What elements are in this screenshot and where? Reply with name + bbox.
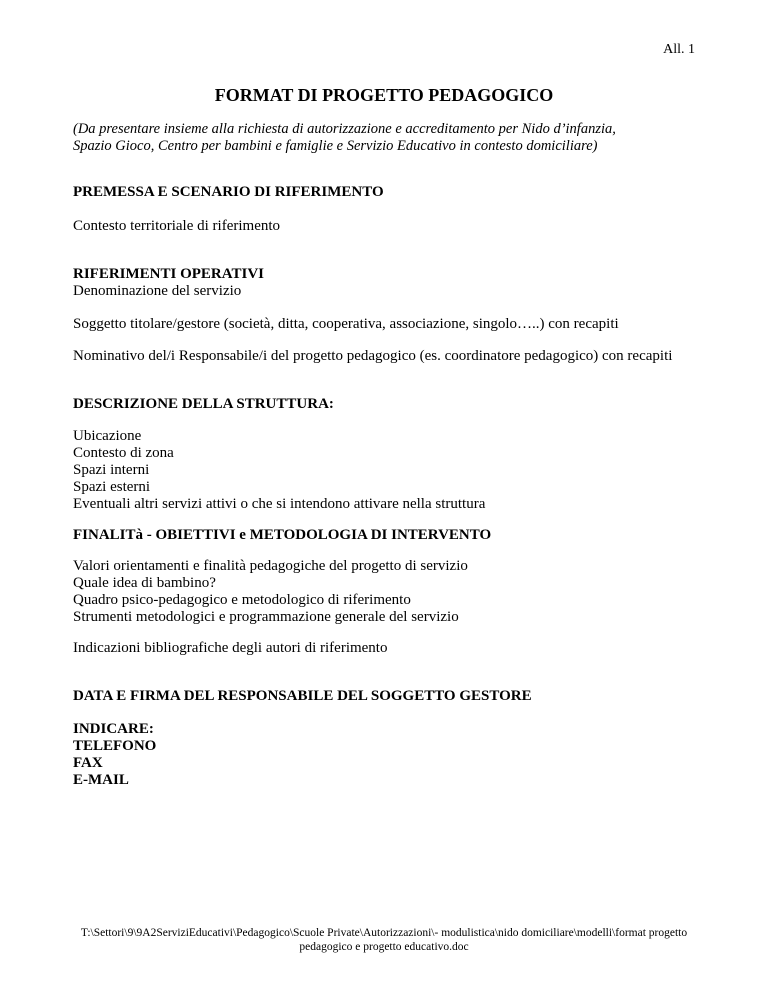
- heading-data-firma: DATA E FIRMA DEL RESPONSABILE DEL SOGGETTO GESTORE: [73, 688, 532, 704]
- list-item: Ubicazione: [73, 428, 142, 444]
- item-soggetto-titolare: Soggetto titolare/gestore (società, ditta, cooperativa, associazione, singolo…..) con recapiti: [73, 316, 619, 332]
- item-denominazione: Denominazione del servizio: [73, 283, 242, 299]
- heading-descrizione-struttura: DESCRIZIONE DELLA STRUTTURA:: [73, 396, 334, 412]
- fax-label: FAX: [73, 755, 103, 771]
- email-label: E-MAIL: [73, 772, 129, 788]
- list-item: Valori orientamenti e finalità pedagogiche del progetto di servizio: [73, 558, 468, 574]
- item-nominativo-responsabile: Nominativo del/i Responsabile/i del progetto pedagogico (es. coordinatore pedagogico) con recapiti: [73, 348, 673, 364]
- heading-riferimenti-operativi: RIFERIMENTI OPERATIVI: [73, 266, 264, 282]
- descrizione-list: [73, 428, 713, 513]
- page-title: FORMAT DI PROGETTO PEDAGOGICO: [214, 85, 554, 105]
- telefono-label: TELEFONO: [73, 738, 157, 754]
- footer-line: T:\Settori\9\9A2ServiziEducativi\Pedagogico\Scuole Private\Autorizzazioni\- modulistica\nido domiciliare\modelli\format progetto: [80, 927, 688, 939]
- contact-list: [73, 721, 713, 789]
- footer-file-path: [0, 926, 768, 954]
- subtitle-line: Spazio Gioco, Centro per bambini e famiglie e Servizio Educativo in contesto domiciliare): [73, 138, 598, 154]
- list-item: Eventuali altri servizi attivi o che si intendono attivare nella struttura: [73, 496, 486, 512]
- attachment-number: All. 1: [663, 42, 695, 57]
- list-item: Spazi interni: [73, 462, 150, 478]
- list-item: Strumenti metodologici e programmazione generale del servizio: [73, 609, 459, 625]
- item-indicazioni-bibliografiche: Indicazioni bibliografiche degli autori di riferimento: [73, 640, 388, 656]
- item-contesto-territoriale: Contesto territoriale di riferimento: [73, 218, 281, 234]
- finalita-list: [73, 558, 713, 626]
- heading-premessa: PREMESSA E SCENARIO DI RIFERIMENTO: [73, 184, 384, 200]
- list-item: Quadro psico-pedagogico e metodologico di riferimento: [73, 592, 411, 608]
- list-item: Contesto di zona: [73, 445, 174, 461]
- subtitle-line: (Da presentare insieme alla richiesta di autorizzazione e accreditamento per Nido d’infanzia,: [73, 121, 616, 137]
- list-item: Spazi esterni: [73, 479, 151, 495]
- list-item: Quale idea di bambino?: [73, 575, 216, 591]
- subtitle: [73, 121, 703, 155]
- indicare-label: INDICARE:: [73, 721, 154, 737]
- footer-line: pedagogico e progetto educativo.doc: [299, 941, 469, 953]
- heading-finalita: FINALITà - OBIETTIVI e METODOLOGIA DI INTERVENTO: [73, 527, 492, 543]
